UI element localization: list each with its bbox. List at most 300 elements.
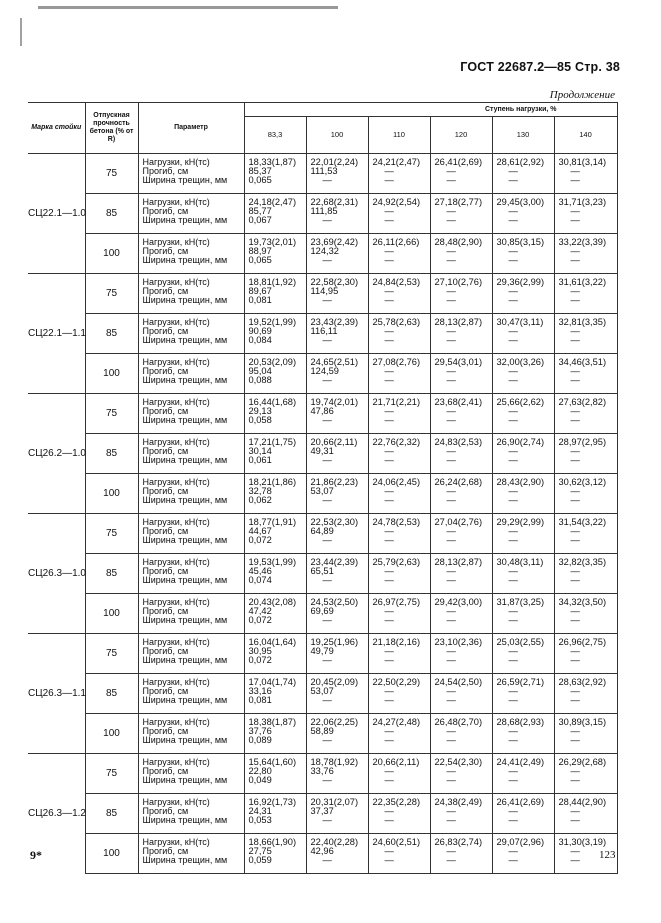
deflection-value: 47,86 bbox=[310, 406, 334, 417]
measurement-cell bbox=[244, 794, 306, 834]
measurement-cell bbox=[430, 234, 492, 274]
parameter-label: Прогиб, см bbox=[142, 646, 189, 657]
load-value: 26,48(2,70) bbox=[434, 717, 483, 727]
parameter-label: Нагрузки, кН(тс) bbox=[142, 157, 210, 167]
crack-width-value: — bbox=[384, 255, 394, 266]
deflection-value: — bbox=[570, 566, 580, 577]
parameter-label: Ширина трещин, мм bbox=[142, 175, 228, 186]
deflection-value: — bbox=[446, 486, 456, 497]
stand-mark bbox=[28, 634, 85, 674]
crack-width-value: 0,072 bbox=[248, 615, 272, 626]
crack-width-value: — bbox=[570, 175, 580, 186]
measurement-cell bbox=[554, 554, 617, 594]
deflection-value: 49,31 bbox=[310, 446, 334, 457]
deflection-value: — bbox=[508, 846, 518, 857]
measurement-cell bbox=[554, 794, 617, 834]
measurement-cell bbox=[368, 474, 430, 514]
measurement-cell bbox=[244, 634, 306, 674]
parameter-list bbox=[138, 474, 244, 514]
crack-width-value: — bbox=[508, 855, 518, 866]
deflection-value: — bbox=[446, 206, 456, 217]
crack-width-value: — bbox=[570, 655, 580, 666]
parameter-label: Нагрузки, кН(тс) bbox=[142, 597, 210, 607]
deflection-value: — bbox=[384, 366, 394, 377]
crack-width-value: — bbox=[384, 735, 394, 746]
crack-width-value: — bbox=[322, 575, 332, 586]
strength-value: 100 bbox=[85, 834, 138, 874]
load-value: 19,74(2,01) bbox=[310, 397, 359, 407]
load-value: 17,04(1,74) bbox=[248, 677, 297, 687]
parameter-list bbox=[138, 674, 244, 714]
table-body bbox=[28, 154, 617, 874]
deflection-value: 47,42 bbox=[248, 606, 272, 617]
scan-artifact bbox=[38, 6, 338, 9]
parameter-label: Ширина трещин, мм bbox=[142, 255, 228, 266]
crack-width-value: — bbox=[508, 775, 518, 786]
measurement-cell bbox=[306, 314, 368, 354]
measurement-cell bbox=[492, 834, 554, 874]
parameter-label: Прогиб, см bbox=[142, 526, 189, 537]
load-value: 18,38(1,87) bbox=[248, 717, 297, 727]
deflection-value: — bbox=[508, 606, 518, 617]
deflection-value: — bbox=[570, 326, 580, 337]
crack-width-value: — bbox=[508, 455, 518, 466]
load-value: 25,66(2,62) bbox=[496, 397, 545, 407]
deflection-value: — bbox=[508, 166, 518, 177]
measurement-cell bbox=[554, 394, 617, 434]
load-value: 22,76(2,32) bbox=[372, 437, 421, 447]
deflection-value: — bbox=[508, 366, 518, 377]
load-value: 24,53(2,50) bbox=[310, 597, 359, 607]
crack-width-value: — bbox=[322, 655, 332, 666]
parameter-label: Прогиб, см bbox=[142, 446, 189, 457]
parameter-list bbox=[138, 274, 244, 314]
stand-mark bbox=[28, 594, 85, 634]
crack-width-value: 0,059 bbox=[248, 855, 272, 866]
parameter-label: Ширина трещин, мм bbox=[142, 655, 228, 666]
table-row bbox=[28, 474, 617, 514]
load-value: 27,10(2,76) bbox=[434, 277, 483, 287]
crack-width-value: — bbox=[384, 695, 394, 706]
deflection-value: — bbox=[446, 246, 456, 257]
crack-width-value: — bbox=[508, 295, 518, 306]
load-value: 23,44(2,39) bbox=[310, 557, 359, 567]
load-value: 24,18(2,47) bbox=[248, 197, 297, 207]
deflection-value: 111,85 bbox=[310, 206, 338, 217]
parameter-label: Нагрузки, кН(тс) bbox=[142, 357, 210, 367]
crack-width-value: — bbox=[384, 815, 394, 826]
crack-width-value: — bbox=[384, 775, 394, 786]
measurement-cell bbox=[244, 394, 306, 434]
stage-header: 140 bbox=[554, 117, 617, 154]
parameter-label: Прогиб, см bbox=[142, 726, 189, 737]
deflection-value: — bbox=[384, 646, 394, 657]
crack-width-value: — bbox=[384, 535, 394, 546]
load-value: 32,81(3,35) bbox=[558, 317, 607, 327]
measurement-cell bbox=[368, 354, 430, 394]
crack-width-value: 0,084 bbox=[248, 335, 272, 346]
crack-width-value: — bbox=[570, 495, 580, 506]
measurement-cell bbox=[554, 474, 617, 514]
measurement-cell bbox=[554, 314, 617, 354]
strength-value: 75 bbox=[85, 634, 138, 674]
measurement-cell bbox=[368, 674, 430, 714]
crack-width-value: — bbox=[384, 375, 394, 386]
deflection-value: — bbox=[384, 766, 394, 777]
load-value: 28,48(2,90) bbox=[434, 237, 483, 247]
parameter-label: Ширина трещин, мм bbox=[142, 495, 228, 506]
crack-width-value: 0,088 bbox=[248, 375, 272, 386]
load-value: 21,18(2,16) bbox=[372, 637, 421, 647]
parameter-list bbox=[138, 794, 244, 834]
measurement-cell bbox=[244, 274, 306, 314]
crack-width-value: — bbox=[384, 495, 394, 506]
crack-width-value: 0,065 bbox=[248, 175, 272, 186]
crack-width-value: — bbox=[446, 655, 456, 666]
load-value: 19,25(1,96) bbox=[310, 637, 359, 647]
crack-width-value: — bbox=[446, 495, 456, 506]
deflection-value: — bbox=[384, 486, 394, 497]
parameter-label: Прогиб, см bbox=[142, 406, 189, 417]
measurement-cell bbox=[492, 714, 554, 754]
measurement-cell bbox=[554, 514, 617, 554]
deflection-value: — bbox=[384, 566, 394, 577]
crack-width-value: — bbox=[570, 775, 580, 786]
load-value: 20,53(2,09) bbox=[248, 357, 297, 367]
deflection-value: 37,76 bbox=[248, 726, 272, 737]
load-value: 22,53(2,30) bbox=[310, 517, 359, 527]
load-value: 34,46(3,51) bbox=[558, 357, 607, 367]
crack-width-value: — bbox=[570, 575, 580, 586]
deflection-value: — bbox=[508, 526, 518, 537]
strength-value: 85 bbox=[85, 554, 138, 594]
crack-width-value: — bbox=[322, 735, 332, 746]
crack-width-value: — bbox=[322, 855, 332, 866]
crack-width-value: — bbox=[570, 335, 580, 346]
crack-width-value: — bbox=[446, 695, 456, 706]
measurement-cell bbox=[554, 754, 617, 794]
measurement-cell bbox=[430, 314, 492, 354]
deflection-value: — bbox=[570, 246, 580, 257]
strength-value: 75 bbox=[85, 274, 138, 314]
table-row bbox=[28, 754, 617, 794]
parameter-label: Нагрузки, кН(тс) bbox=[142, 557, 210, 567]
table-row bbox=[28, 314, 617, 354]
crack-width-value: — bbox=[322, 695, 332, 706]
load-value: 29,07(2,96) bbox=[496, 837, 545, 847]
load-value: 28,13(2,87) bbox=[434, 557, 483, 567]
crack-width-value: — bbox=[322, 495, 332, 506]
measurement-cell bbox=[492, 274, 554, 314]
strength-value: 75 bbox=[85, 394, 138, 434]
crack-width-value: — bbox=[508, 215, 518, 226]
load-value: 28,13(2,87) bbox=[434, 317, 483, 327]
measurement-cell bbox=[492, 554, 554, 594]
parameter-list bbox=[138, 434, 244, 474]
deflection-value: — bbox=[570, 286, 580, 297]
deflection-value: 45,46 bbox=[248, 566, 272, 577]
deflection-value: — bbox=[446, 566, 456, 577]
load-value: 23,69(2,42) bbox=[310, 237, 359, 247]
load-value: 30,47(3,11) bbox=[496, 317, 544, 327]
crack-width-value: — bbox=[322, 335, 332, 346]
parameter-list bbox=[138, 314, 244, 354]
parameter-label: Ширина трещин, мм bbox=[142, 335, 228, 346]
stand-mark: СЦ26.3—1.0 bbox=[28, 554, 85, 594]
parameter-list bbox=[138, 834, 244, 874]
measurement-cell bbox=[554, 234, 617, 274]
parameter-label: Нагрузки, кН(тс) bbox=[142, 277, 210, 287]
measurement-cell bbox=[306, 274, 368, 314]
parameter-label: Прогиб, см bbox=[142, 486, 189, 497]
deflection-value: — bbox=[446, 166, 456, 177]
parameter-label: Нагрузки, кН(тс) bbox=[142, 517, 210, 527]
deflection-value: — bbox=[508, 766, 518, 777]
measurement-cell bbox=[368, 794, 430, 834]
stage-header: 130 bbox=[492, 117, 554, 154]
parameter-list bbox=[138, 594, 244, 634]
crack-width-value: — bbox=[446, 175, 456, 186]
crack-width-value: — bbox=[446, 855, 456, 866]
crack-width-value: — bbox=[322, 415, 332, 426]
measurement-cell bbox=[306, 554, 368, 594]
load-value: 28,44(2,90) bbox=[558, 797, 607, 807]
stand-mark: СЦ22.1—1.0 bbox=[28, 194, 85, 234]
measurement-cell bbox=[492, 194, 554, 234]
crack-width-value: — bbox=[508, 335, 518, 346]
measurement-cell bbox=[244, 474, 306, 514]
deflection-value: — bbox=[508, 806, 518, 817]
crack-width-value: 0,061 bbox=[248, 455, 272, 466]
crack-width-value: — bbox=[446, 415, 456, 426]
parameter-label: Нагрузки, кН(тс) bbox=[142, 837, 210, 847]
load-value: 28,97(2,95) bbox=[558, 437, 607, 447]
deflection-value: 89,67 bbox=[248, 286, 272, 297]
load-value: 26,59(2,71) bbox=[496, 677, 545, 687]
strength-value: 85 bbox=[85, 434, 138, 474]
table-row bbox=[28, 154, 617, 194]
load-value: 32,82(3,35) bbox=[558, 557, 607, 567]
table-row bbox=[28, 834, 617, 874]
parameter-label: Прогиб, см bbox=[142, 326, 189, 337]
crack-width-value: — bbox=[570, 255, 580, 266]
load-value: 29,36(2,99) bbox=[496, 277, 545, 287]
page-number: 123 bbox=[599, 849, 616, 861]
column-header-strength: Отпускная прочность бетона (% от R) bbox=[85, 103, 138, 154]
load-value: 22,58(2,30) bbox=[310, 277, 359, 287]
load-value: 22,54(2,30) bbox=[434, 757, 483, 767]
crack-width-value: — bbox=[384, 175, 394, 186]
deflection-value: 24,31 bbox=[248, 806, 272, 817]
measurement-cell bbox=[430, 834, 492, 874]
measurement-cell bbox=[430, 474, 492, 514]
crack-width-value: — bbox=[446, 735, 456, 746]
deflection-value: — bbox=[508, 566, 518, 577]
deflection-value: — bbox=[384, 406, 394, 417]
crack-width-value: 0,072 bbox=[248, 655, 272, 666]
load-value: 24,38(2,49) bbox=[434, 797, 483, 807]
load-value: 18,33(1,87) bbox=[248, 157, 297, 167]
table-row bbox=[28, 674, 617, 714]
parameter-label: Нагрузки, кН(тс) bbox=[142, 677, 210, 687]
stand-mark bbox=[28, 514, 85, 554]
deflection-value: — bbox=[446, 406, 456, 417]
stand-mark bbox=[28, 754, 85, 794]
measurement-cell bbox=[492, 234, 554, 274]
measurement-cell bbox=[306, 474, 368, 514]
crack-width-value: — bbox=[570, 735, 580, 746]
parameter-label: Прогиб, см bbox=[142, 206, 189, 217]
crack-width-value: — bbox=[446, 455, 456, 466]
deflection-value: — bbox=[446, 606, 456, 617]
measurement-cell bbox=[554, 594, 617, 634]
measurement-cell bbox=[368, 554, 430, 594]
parameter-list bbox=[138, 754, 244, 794]
load-value: 30,89(3,15) bbox=[558, 717, 607, 727]
measurement-cell bbox=[554, 714, 617, 754]
load-value: 27,63(2,82) bbox=[558, 397, 607, 407]
table-row bbox=[28, 354, 617, 394]
deflection-value: 95,04 bbox=[248, 366, 272, 377]
parameter-list bbox=[138, 554, 244, 594]
strength-value: 100 bbox=[85, 594, 138, 634]
table-row bbox=[28, 274, 617, 314]
measurement-cell bbox=[492, 154, 554, 194]
load-value: 19,73(2,01) bbox=[248, 237, 297, 247]
measurement-cell bbox=[368, 314, 430, 354]
measurement-cell bbox=[244, 754, 306, 794]
crack-width-value: — bbox=[508, 615, 518, 626]
deflection-value: — bbox=[384, 606, 394, 617]
deflection-value: — bbox=[384, 326, 394, 337]
measurement-cell bbox=[306, 194, 368, 234]
load-value: 26,11(2,66) bbox=[372, 237, 420, 247]
stage-header: 83,3 bbox=[244, 117, 306, 154]
load-value: 27,04(2,76) bbox=[434, 517, 483, 527]
measurement-cell bbox=[368, 714, 430, 754]
crack-width-value: — bbox=[570, 415, 580, 426]
parameter-label: Ширина трещин, мм bbox=[142, 615, 228, 626]
deflection-value: 49,79 bbox=[310, 646, 334, 657]
crack-width-value: — bbox=[508, 495, 518, 506]
load-value: 18,81(1,92) bbox=[248, 277, 297, 287]
deflection-value: — bbox=[508, 406, 518, 417]
load-value: 29,42(3,00) bbox=[434, 597, 483, 607]
measurement-cell bbox=[368, 274, 430, 314]
crack-width-value: — bbox=[508, 255, 518, 266]
crack-width-value: 0,089 bbox=[248, 735, 272, 746]
deflection-value: — bbox=[570, 206, 580, 217]
deflection-value: — bbox=[570, 406, 580, 417]
crack-width-value: — bbox=[446, 535, 456, 546]
load-value: 24,21(2,47) bbox=[372, 157, 421, 167]
measurement-cell bbox=[492, 674, 554, 714]
column-header-load-stage: Ступень нагрузки, % bbox=[244, 103, 617, 117]
crack-width-value: — bbox=[508, 575, 518, 586]
measurement-cell bbox=[430, 554, 492, 594]
deflection-value: — bbox=[446, 846, 456, 857]
load-value: 34,32(3,50) bbox=[558, 597, 607, 607]
measurement-cell bbox=[430, 394, 492, 434]
parameter-list bbox=[138, 194, 244, 234]
deflection-value: — bbox=[384, 526, 394, 537]
deflection-value: — bbox=[570, 446, 580, 457]
deflection-value: — bbox=[446, 326, 456, 337]
load-value: 17,21(1,75) bbox=[248, 437, 297, 447]
parameter-label: Ширина трещин, мм bbox=[142, 295, 228, 306]
crack-width-value: — bbox=[570, 215, 580, 226]
crack-width-value: — bbox=[446, 215, 456, 226]
parameter-label: Нагрузки, кН(тс) bbox=[142, 317, 210, 327]
parameter-label: Ширина трещин, мм bbox=[142, 375, 228, 386]
measurement-cell bbox=[368, 194, 430, 234]
load-value: 16,44(1,68) bbox=[248, 397, 297, 407]
parameter-label: Прогиб, см bbox=[142, 246, 189, 257]
load-value: 24,27(2,48) bbox=[372, 717, 421, 727]
crack-width-value: — bbox=[322, 175, 332, 186]
deflection-value: — bbox=[446, 446, 456, 457]
load-value: 24,60(2,51) bbox=[372, 837, 421, 847]
crack-width-value: — bbox=[570, 455, 580, 466]
deflection-value: 33,16 bbox=[248, 686, 272, 697]
deflection-value: — bbox=[508, 486, 518, 497]
parameter-label: Прогиб, см bbox=[142, 286, 189, 297]
crack-width-value: — bbox=[384, 295, 394, 306]
deflection-value: — bbox=[446, 806, 456, 817]
measurement-cell bbox=[430, 354, 492, 394]
parameter-label: Ширина трещин, мм bbox=[142, 735, 228, 746]
column-header-parameter: Параметр bbox=[138, 103, 244, 154]
crack-width-value: — bbox=[322, 455, 332, 466]
deflection-value: 32,78 bbox=[248, 486, 272, 497]
load-value: 15,64(1,60) bbox=[248, 757, 297, 767]
measurement-cell bbox=[368, 154, 430, 194]
crack-width-value: 0,074 bbox=[248, 575, 272, 586]
measurement-cell bbox=[492, 394, 554, 434]
measurement-cell bbox=[554, 274, 617, 314]
stand-mark bbox=[28, 714, 85, 754]
deflection-value: — bbox=[508, 286, 518, 297]
load-value: 29,29(2,99) bbox=[496, 517, 545, 527]
load-test-table bbox=[28, 102, 618, 874]
load-value: 26,96(2,75) bbox=[558, 637, 607, 647]
load-value: 29,54(3,01) bbox=[434, 357, 483, 367]
parameter-label: Нагрузки, кН(тс) bbox=[142, 397, 210, 407]
deflection-value: 111,53 bbox=[310, 166, 338, 177]
measurement-cell bbox=[554, 194, 617, 234]
table-row bbox=[28, 514, 617, 554]
crack-width-value: — bbox=[322, 775, 332, 786]
crack-width-value: — bbox=[384, 615, 394, 626]
measurement-cell bbox=[244, 194, 306, 234]
deflection-value: — bbox=[570, 726, 580, 737]
measurement-cell bbox=[244, 714, 306, 754]
load-value: 30,81(3,14) bbox=[558, 157, 607, 167]
crack-width-value: — bbox=[446, 815, 456, 826]
crack-width-value: — bbox=[384, 655, 394, 666]
column-header-mark: Марка стойки bbox=[28, 103, 85, 154]
crack-width-value: — bbox=[570, 815, 580, 826]
load-value: 24,78(2,53) bbox=[372, 517, 421, 527]
stand-mark: СЦ26.2—1.0 bbox=[28, 434, 85, 474]
measurement-cell bbox=[306, 674, 368, 714]
load-value: 16,04(1,64) bbox=[248, 637, 297, 647]
parameter-label: Прогиб, см bbox=[142, 566, 189, 577]
crack-width-value: — bbox=[446, 575, 456, 586]
measurement-cell bbox=[430, 674, 492, 714]
measurement-cell bbox=[368, 394, 430, 434]
deflection-value: — bbox=[508, 726, 518, 737]
